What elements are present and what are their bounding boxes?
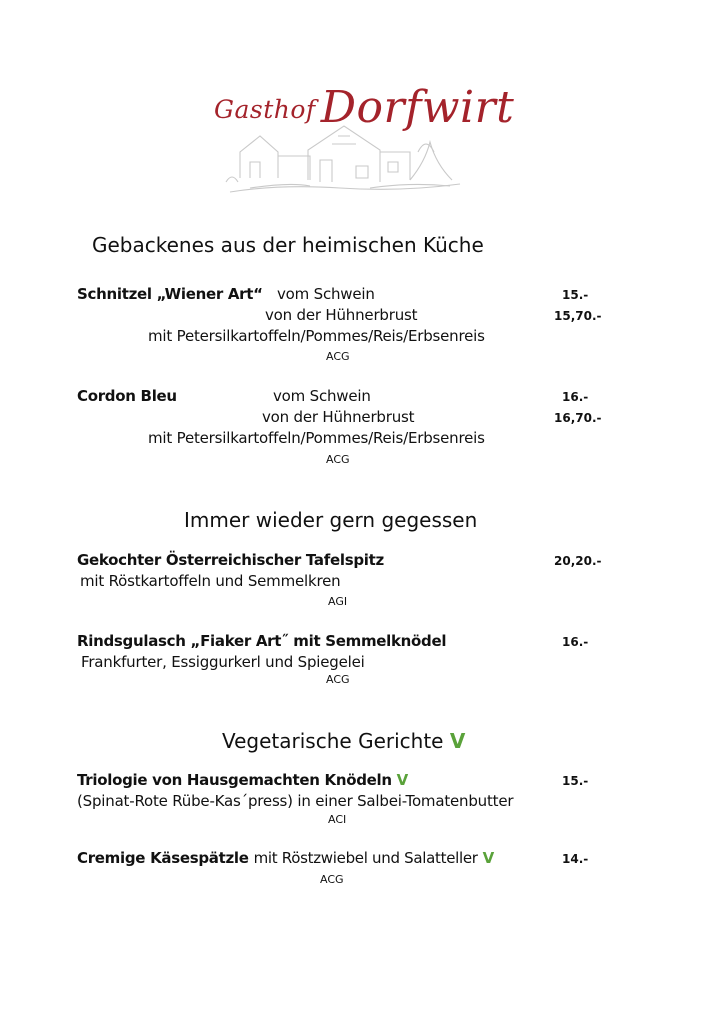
vegetarian-mark: V (482, 849, 494, 867)
dish-price: 15.- (562, 774, 589, 788)
dish-name-cordon-bleu: Cordon Bleu (77, 387, 177, 405)
dish-name-rindsgulasch: Rindsgulasch „Fiaker Art˝ mit Semmelknödel (77, 632, 447, 650)
dish-price: 20,20.- (554, 554, 602, 568)
dish-variant-chicken: von der Hühnerbrust (265, 306, 418, 324)
dish-price: 16.- (562, 635, 589, 649)
allergen-codes: ACG (326, 673, 350, 686)
dish-side-dishes: mit Petersilkartoffeln/Pommes/Reis/Erbsenreis (148, 429, 485, 447)
logo-word-gasthof: Gasthof (214, 95, 316, 124)
dish-variant-chicken: von der Hühnerbrust (262, 408, 415, 426)
vegetarian-mark: V (449, 729, 466, 753)
dish-description: Frankfurter, Essiggurkerl und Spiegelei (81, 653, 365, 671)
dish-price: 16,70.- (554, 411, 602, 425)
dish-price: 14.- (562, 852, 589, 866)
dish-name-suffix: mit Röstzwiebel und Salatteller (253, 849, 478, 867)
inn-building-sketch-icon (220, 122, 470, 202)
section-heading-classics: Immer wieder gern gegessen (184, 508, 478, 532)
dish-side-dishes: mit Petersilkartoffeln/Pommes/Reis/Erbsenreis (148, 327, 485, 345)
allergen-codes: ACG (320, 873, 344, 886)
dish-price: 16.- (562, 390, 589, 404)
allergen-codes: ACG (326, 453, 350, 466)
section-heading-vegetarian (222, 729, 465, 753)
logo-word-dorfwirt: Dorfwirt (320, 82, 515, 133)
allergen-codes: AGI (328, 595, 348, 608)
vegetarian-mark: V (396, 771, 408, 789)
dish-description: (Spinat-Rote Rübe-Kas´press) in einer Salbei-Tomatenbutter (77, 792, 514, 810)
dish-description: mit Röstkartoffeln und Semmelkren (80, 572, 341, 590)
dish-price: 15.- (562, 288, 589, 302)
dish-variant-pork: vom Schwein (277, 285, 375, 303)
dish-name-text: Triologie von Hausgemachten Knödeln (77, 771, 392, 789)
dish-name-kaesespaetzle (77, 849, 494, 867)
dish-price: 15,70.- (554, 309, 602, 323)
restaurant-logo (208, 72, 515, 202)
allergen-codes: ACI (328, 813, 347, 826)
dish-name-tafelspitz: Gekochter Österreichischer Tafelspitz (77, 551, 384, 569)
section-heading-fried-dishes: Gebackenes aus der heimischen Küche (92, 233, 484, 257)
dish-variant-pork: vom Schwein (273, 387, 371, 405)
dish-name-schnitzel: Schnitzel „Wiener Art“ (77, 285, 263, 303)
section-heading-text: Vegetarische Gerichte (222, 729, 444, 753)
dish-name-text: Cremige Käsespätzle (77, 849, 249, 867)
allergen-codes: ACG (326, 350, 350, 363)
dish-name-knoedel-trilogy (77, 771, 408, 789)
